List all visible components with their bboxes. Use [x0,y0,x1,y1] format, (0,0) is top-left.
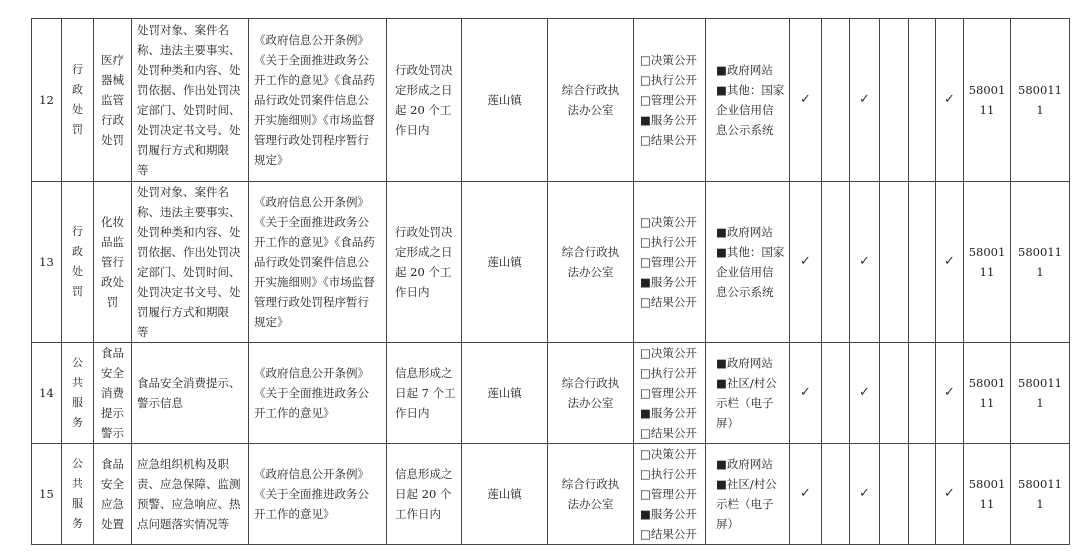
cell-line: 示栏（电子 [716,396,774,410]
cell-line: 1 [1036,103,1044,117]
cell-line: 应急 [101,497,124,511]
checkmark: ✓ [944,254,955,269]
checkmark: ✓ [859,385,870,400]
subject-cell [462,19,548,182]
cell-line: 定部门、处罚时间、 [137,103,241,117]
cell-line: 罚依据、作出处罚决 [137,245,241,259]
code-cell [1011,343,1070,444]
checkmark: ✓ [859,92,870,107]
cell-line: 管理行政处罚程序暂行 [254,133,369,147]
cell-line: 品行政处罚案件信息公 [254,93,369,107]
cell-line: 工作日内 [395,507,441,521]
cell-line: 务 [72,517,83,530]
cell-line: 综合行政执 [561,477,620,491]
cell-line: 《政府信息公开条例》 [254,33,369,47]
check-cell [936,343,964,444]
row-number-cell [32,182,62,343]
cell-line: 规定》 [254,153,289,167]
code-cell [964,343,1011,444]
cell-line: 作日内 [395,285,430,299]
code-cell [1011,444,1070,545]
cell-line: 处罚决定书文号、处 [137,123,241,137]
cell-line: 器械 [101,73,124,87]
cell-line: □执行公开 [640,73,697,87]
check-cell [850,343,880,444]
cell-line: 公 [72,356,83,369]
cell-line: ■政府网站 [716,63,773,77]
category-cell [62,444,94,545]
check-cell [822,182,850,343]
row-number-cell [32,19,62,182]
checkmark: ✓ [944,385,955,400]
code-cell [964,19,1011,182]
cell-line: 580011 [1018,245,1062,259]
category-cell [62,19,94,182]
cell-line: 法办公室 [567,497,614,511]
check-cell [850,19,880,182]
content-cell [132,182,249,343]
cell-line: 58001 [968,83,1006,97]
cell-line: ■服务公开 [640,113,697,127]
channels-cell [706,343,790,444]
cell-line: □结果公开 [640,527,697,541]
cell-line: 品行政处罚案件信息公 [254,255,369,269]
cell-line: 监管 [101,93,124,107]
dept-cell [548,19,634,182]
cell-line: 11 [979,265,995,279]
cell-line: 处 [72,103,83,116]
checkmark: ✓ [944,486,955,501]
options-cell [634,19,706,182]
cell-line: 处置 [101,517,124,531]
cell-line: 化妆 [101,215,124,229]
options-cell [634,343,706,444]
category-cell [62,182,94,343]
code-cell [964,444,1011,545]
cell-line: 行政处罚决 [395,63,453,77]
item-cell [94,444,132,545]
cell-line: 行 [72,225,83,238]
cell-line: 罚履行方式和期限 [137,305,229,319]
check-cell [936,19,964,182]
cell-line: 息公示系统 [716,285,774,299]
cell-line: 安全 [101,366,124,380]
cell-line: 消费 [101,386,124,400]
basis-cell [249,182,387,343]
cell-line: 《关于全面推进政务公 [254,386,369,400]
cell-line: □结果公开 [640,295,697,309]
cell-line: 《关于全面推进政务公 [254,215,369,229]
channels-cell [706,444,790,545]
cell-line: ■其他：国家 [716,83,785,97]
options-cell [634,444,706,545]
cell-line: 公 [72,457,83,470]
table-row [32,343,1070,444]
cell-line: ■其他：国家 [716,245,785,259]
cell-line: 处罚对象、案件名 [137,185,229,199]
dept-cell [548,343,634,444]
cell-line: 等 [137,163,149,177]
cell-line: 罚履行方式和期限 [137,143,229,157]
cell-line: 示栏（电子 [716,497,774,511]
subject-cell [462,182,548,343]
cell-line: □结果公开 [640,426,697,440]
cell-line: 《政府信息公开条例》 [254,195,369,209]
cell-line: ■政府网站 [716,457,773,471]
check-cell [822,19,850,182]
cell-line: 日起 7 个工 [395,386,456,400]
content-cell [132,19,249,182]
cell-line: 共 [72,376,83,389]
cell-line: □执行公开 [640,235,697,249]
cell-line: 信息形成之 [395,467,453,481]
time-limit-cell [387,343,462,444]
cell-line: 提示 [101,406,124,420]
cell-line: 法办公室 [567,396,614,410]
cell-line: □管理公开 [640,487,697,501]
subject-text: 莲山镇 [487,93,522,107]
check-cell [909,19,936,182]
cell-line: ■政府网站 [716,225,773,239]
checkmark: ✓ [800,385,811,400]
cell-line: 行政处罚决 [395,225,453,239]
cell-line: 规定》 [254,315,289,329]
cell-line: 开工作的意见》《食品药 [254,73,375,87]
row-number: 14 [39,386,54,400]
cell-line: 开实施细则》《市场监督 [254,275,375,289]
code-cell [1011,182,1070,343]
cell-line: 580011 [1018,376,1062,390]
check-cell [790,444,822,545]
cell-line: 信息形成之 [395,366,453,380]
check-cell [790,182,822,343]
time-limit-cell [387,182,462,343]
cell-line: ■服务公开 [640,507,697,521]
cell-line: 综合行政执 [561,376,620,390]
dept-cell [548,182,634,343]
subject-cell [462,343,548,444]
cell-line: 起 20 个工 [395,265,452,279]
cell-line: □管理公开 [640,93,697,107]
cell-line: 处 [72,265,83,278]
row-number-cell [32,444,62,545]
subject-text: 莲山镇 [487,386,522,400]
subject-text: 莲山镇 [487,487,522,501]
cell-line: □管理公开 [640,386,697,400]
cell-line: 屏） [716,416,739,430]
table-row [32,19,1070,182]
cell-line: 服 [72,497,83,510]
check-cell [880,343,909,444]
check-cell [790,19,822,182]
cell-line: 息公示系统 [716,123,774,137]
cell-line: 开工作的意见》《食品药 [254,235,375,249]
cell-line: 警示 [101,426,124,440]
cell-line: 等 [137,325,149,339]
checkmark: ✓ [800,486,811,501]
checkmark: ✓ [944,92,955,107]
channels-cell [706,19,790,182]
cell-line: 开工作的意见》 [254,507,335,521]
cell-line: 处罚种类和内容、处 [137,225,241,239]
cell-line: 1 [1036,497,1044,511]
cell-line: ■政府网站 [716,356,773,370]
cell-line: 行 [72,63,83,76]
cell-line: 《政府信息公开条例》 [254,467,369,481]
row-number: 13 [39,255,54,269]
disclosure-table [31,18,1070,545]
checkmark: ✓ [800,92,811,107]
cell-line: 称、违法主要事实、 [137,205,241,219]
cell-line: 政处 [101,275,124,289]
cell-line: □结果公开 [640,133,697,147]
category-cell [62,343,94,444]
cell-line: 食品安全消费提示、 [137,376,241,390]
item-cell [94,19,132,182]
cell-line: 580011 [1018,477,1062,491]
cell-line: 品监 [101,235,124,249]
dept-cell [548,444,634,545]
cell-line: 开实施细则》《市场监督 [254,113,375,127]
cell-line: 法办公室 [567,103,614,117]
checkmark: ✓ [859,254,870,269]
check-cell [850,182,880,343]
cell-line: 行政 [101,113,124,127]
cell-line: 处罚对象、案件名 [137,23,229,37]
cell-line: 政 [72,83,83,96]
content-cell [132,444,249,545]
cell-line: 管行 [101,255,124,269]
cell-line: ■服务公开 [640,275,697,289]
code-cell [964,182,1011,343]
check-cell [909,444,936,545]
channels-cell [706,182,790,343]
row-number-cell [32,343,62,444]
cell-line: 罚 [72,285,83,298]
basis-cell [249,19,387,182]
cell-line: 企业信用信 [716,265,774,279]
content-cell [132,343,249,444]
checkmark: ✓ [800,254,811,269]
cell-line: 定形成之日 [395,245,453,259]
item-cell [94,343,132,444]
cell-line: 580011 [1018,83,1062,97]
cell-line: 点问题落实情况等 [137,517,229,531]
check-cell [850,444,880,545]
basis-cell [249,444,387,545]
cell-line: 称、违法主要事实、 [137,43,241,57]
cell-line: 罚 [72,123,83,136]
cell-line: 责、应急保障、监测 [137,477,241,491]
checkmark: ✓ [859,486,870,501]
basis-cell [249,343,387,444]
cell-line: 1 [1036,265,1044,279]
cell-line: ■社区/村公 [716,376,777,390]
cell-line: 《关于全面推进政务公 [254,53,369,67]
cell-line: □决策公开 [640,447,697,461]
check-cell [880,444,909,545]
cell-line: ■服务公开 [640,406,697,420]
cell-line: □管理公开 [640,255,697,269]
cell-line: □决策公开 [640,346,697,360]
cell-line: □决策公开 [640,53,697,67]
cell-line: 食品 [101,346,124,360]
cell-line: 日起 20 个 [395,487,452,501]
cell-line: 共 [72,477,83,490]
check-cell [880,19,909,182]
cell-line: 屏） [716,517,739,531]
cell-line: 开工作的意见》 [254,406,335,420]
cell-line: ■社区/村公 [716,477,777,491]
cell-line: 医疗 [101,53,124,67]
time-limit-cell [387,19,462,182]
check-cell [909,182,936,343]
row-number: 15 [39,487,54,501]
cell-line: 1 [1036,396,1044,410]
cell-line: 安全 [101,477,124,491]
code-cell [1011,19,1070,182]
check-cell [936,182,964,343]
cell-line: 58001 [968,477,1006,491]
cell-line: 企业信用信 [716,103,774,117]
subject-cell [462,444,548,545]
cell-line: □执行公开 [640,366,697,380]
cell-line: 应急组织机构及职 [137,457,229,471]
cell-line: 起 20 个工 [395,103,452,117]
check-cell [790,343,822,444]
cell-line: 管理行政处罚程序暂行 [254,295,369,309]
cell-line: 政 [72,245,83,258]
cell-line: 警示信息 [137,396,183,410]
cell-line: 作日内 [395,406,430,420]
time-limit-cell [387,444,462,545]
cell-line: 定形成之日 [395,83,453,97]
cell-line: 58001 [968,245,1006,259]
cell-line: 处罚种类和内容、处 [137,63,241,77]
cell-line: 处罚 [101,133,124,147]
cell-line: □执行公开 [640,467,697,481]
cell-line: 食品 [101,457,124,471]
cell-line: 11 [979,103,995,117]
cell-line: 定部门、处罚时间、 [137,265,241,279]
table-row [32,444,1070,545]
check-cell [822,343,850,444]
cell-line: 《政府信息公开条例》 [254,366,369,380]
cell-line: 处罚决定书文号、处 [137,285,241,299]
cell-line: 综合行政执 [561,83,620,97]
cell-line: □决策公开 [640,215,697,229]
cell-line: 罚 [106,295,119,309]
cell-line: 预警、应急响应、热 [137,497,241,511]
cell-line: 《关于全面推进政务公 [254,487,369,501]
cell-line: 作日内 [395,123,430,137]
cell-line: 综合行政执 [561,245,620,259]
subject-text: 莲山镇 [487,255,522,269]
check-cell [936,444,964,545]
item-cell [94,182,132,343]
row-number: 12 [39,93,54,107]
cell-line: 58001 [968,376,1006,390]
cell-line: 罚依据、作出处罚决 [137,83,241,97]
cell-line: 11 [979,396,995,410]
cell-line: 服 [72,396,83,409]
cell-line: 法办公室 [567,265,614,279]
table-row [32,182,1070,343]
cell-line: 务 [72,416,83,429]
check-cell [909,343,936,444]
options-cell [634,182,706,343]
check-cell [822,444,850,545]
cell-line: 11 [979,497,995,511]
check-cell [880,182,909,343]
